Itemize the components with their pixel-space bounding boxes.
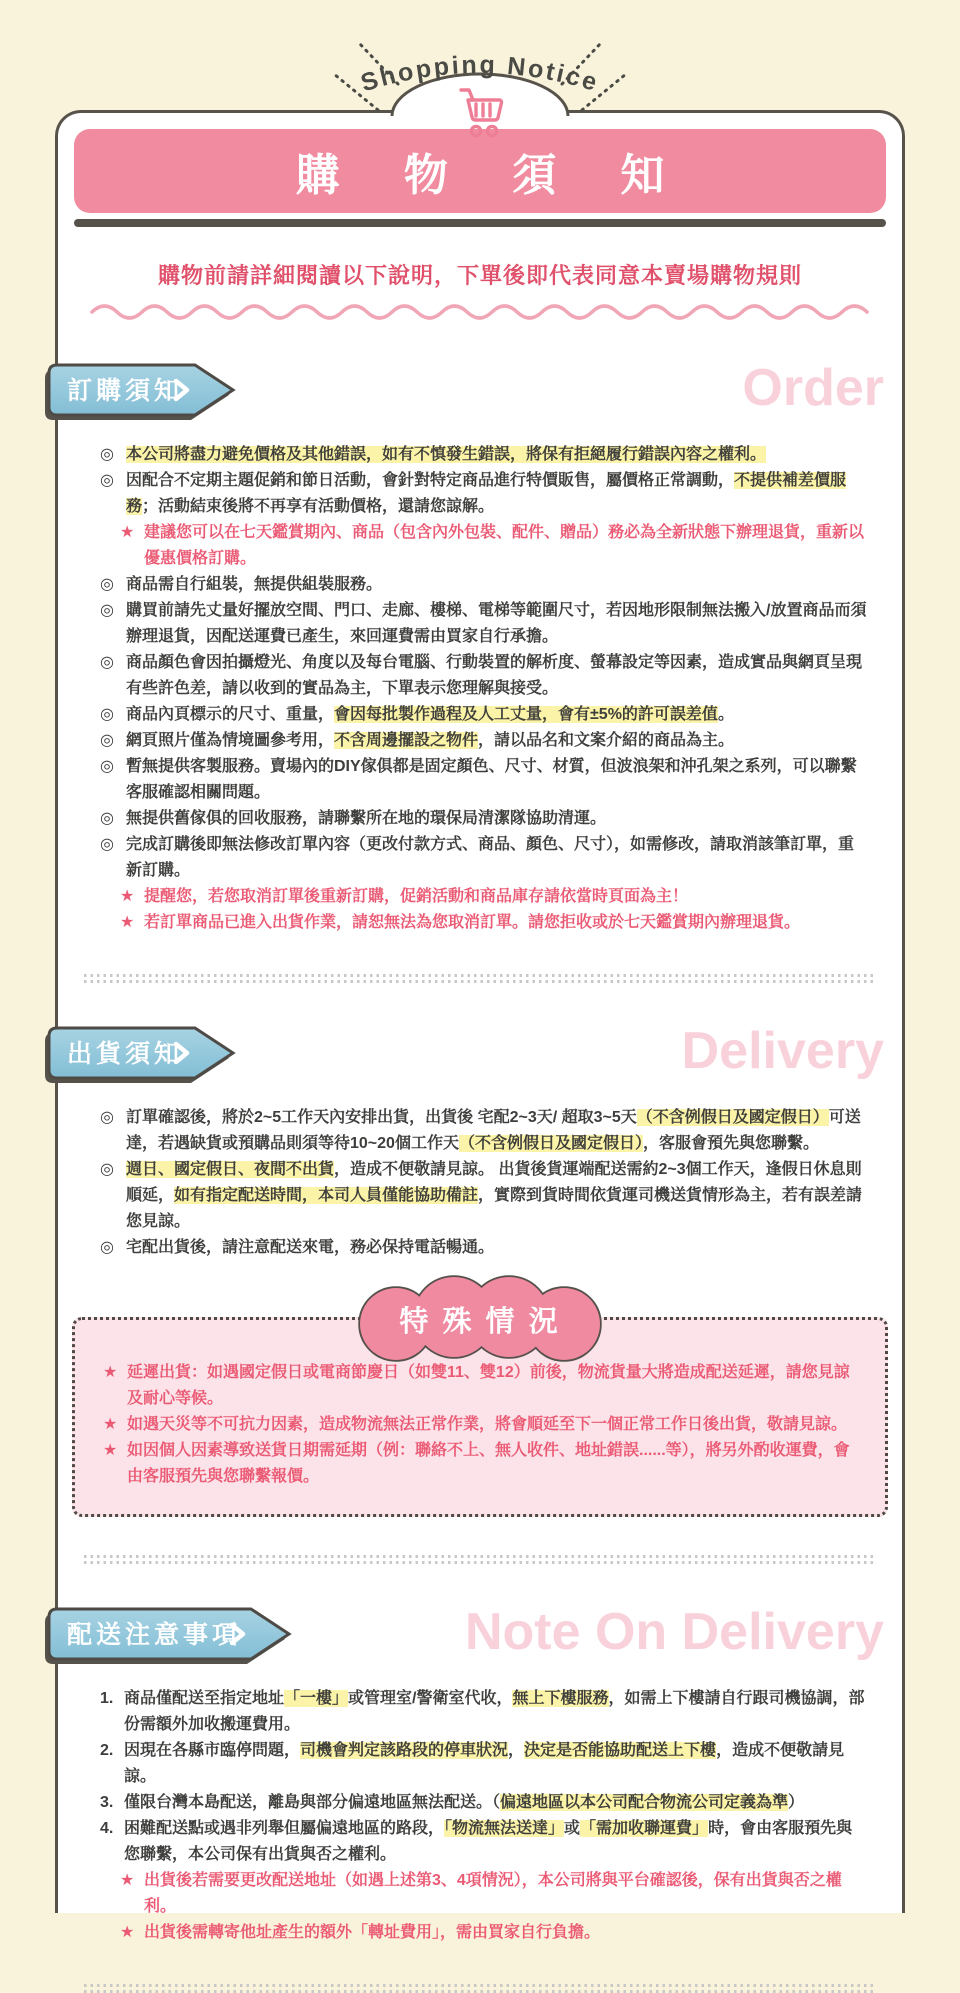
special-item [103, 1412, 859, 1438]
text-run: 商品僅配送至指定地址 [124, 1690, 285, 1707]
text-run: 網頁照片僅為情境圖參考用， [126, 732, 335, 749]
section-header-note-on-delivery [58, 1603, 902, 1664]
circle-marker: ◎ [100, 446, 114, 463]
section-banner-shape [39, 362, 245, 423]
text-run: ） [788, 1794, 805, 1811]
text-run: 可送達，若遇缺貨或預購品則須等待10~20個工作天 [126, 1109, 861, 1152]
notice-item [100, 1105, 868, 1157]
notice-item [120, 520, 868, 572]
notice-item [100, 754, 868, 806]
text-run: 延遲出貨：如遇國定假日或電商節慶日（如雙11、雙12）前後，物流貨量大將造成配送延遲，請您見諒及耐心等候。 [127, 1364, 850, 1407]
star-marker: ★ [120, 1872, 135, 1889]
section-banner-shape [39, 1606, 301, 1667]
item-text [126, 832, 868, 884]
item-text [126, 1235, 494, 1261]
item-text [126, 754, 868, 806]
circle-marker: ◎ [100, 654, 114, 671]
highlighted-text: 不含周邊擺設之物件 [334, 732, 479, 749]
text-run: ，造成不便敬請見諒。 出貨後貨運端配送需約2~3個工作天，逢假日休息則順延， [126, 1161, 862, 1204]
star-marker: ★ [103, 1364, 118, 1381]
section-banner [39, 1606, 301, 1672]
shopping-notice-label: Shopping Notice [357, 50, 603, 98]
special-badge-label: 特 殊 情 況 [399, 1306, 561, 1338]
special-item [103, 1438, 859, 1490]
text-run: 困難配送點或遇非列舉但屬偏遠地區的路段， [124, 1820, 445, 1837]
section-banner-label: 配送注意事項 [67, 1621, 242, 1649]
notice-item [100, 572, 868, 598]
highlighted-text: 無上下樓服務 [512, 1690, 609, 1707]
item-text [144, 1920, 600, 1946]
text-run: 商品顏色會因拍攝燈光、角度以及每台電腦、行動裝置的解析度、螢幕設定等因素，造成實品與網頁呈現有些許色差，請以收到的實品為主，下單表示您理解與接受。 [126, 654, 863, 697]
title-banner-shadow [74, 219, 886, 227]
number-marker: 4. [100, 1820, 114, 1837]
section-order [58, 359, 902, 983]
notice-item [100, 728, 868, 754]
item-text [124, 1686, 868, 1738]
shopping-notice-arc [220, 14, 740, 126]
text-run: 完成訂購後即無法修改訂單內容（更改付款方式、商品、顏色、尺寸），如需修改，請取消該筆訂單，重新訂購。 [126, 836, 855, 879]
notice-item [120, 1868, 868, 1920]
highlighted-text: 「物流無法送達」 [444, 1820, 565, 1837]
highlighted-text: 週日、國定假日、夜間不出貨 [126, 1161, 335, 1178]
text-run: 暫無提供客製服務。賣場內的DIY傢俱都是固定顏色、尺寸、材質，但波浪架和沖孔架之系列，可以聯繫客服確認相關問題。 [126, 758, 857, 801]
notice-item [100, 702, 868, 728]
section-watermark: Delivery [681, 1022, 884, 1080]
section-list [58, 1664, 902, 1946]
notice-item [100, 1157, 868, 1235]
text-run: ，造成不便敬請見諒。 [124, 1742, 845, 1785]
notice-item [100, 598, 868, 650]
circle-marker: ◎ [100, 1109, 114, 1126]
text-run: ，實際到貨時間依貨運司機送貨情形為主，若有誤差請您見諒。 [126, 1187, 863, 1230]
text-run: 無提供舊傢俱的回收服務，請聯繫所在地的環保局清潔隊協助清運。 [126, 810, 607, 827]
text-run: 如遇天災等不可抗力因素，造成物流無法正常作業，將會順延至下一個正常工作日後出貨，敬請見諒。 [127, 1416, 848, 1433]
notice-item [120, 910, 868, 936]
item-text [126, 728, 734, 754]
text-run: 僅限台灣本島配送，離島與部分偏遠地區無法配送。（ [124, 1794, 501, 1811]
star-marker: ★ [120, 914, 135, 931]
dotted-divider [84, 974, 876, 983]
notice-item [100, 806, 868, 832]
item-text [144, 884, 688, 910]
item-text [124, 1816, 868, 1868]
notice-item [100, 1790, 868, 1816]
item-text [144, 520, 868, 572]
dotted-divider [84, 1555, 876, 1564]
notice-item [100, 1686, 868, 1738]
text-run: 或 [564, 1820, 581, 1837]
dotted-divider [84, 1984, 876, 1993]
circle-marker: ◎ [100, 810, 114, 827]
text-run: ，客服會預先與您聯繫。 [642, 1135, 819, 1152]
highlighted-text: 司機會判定該路段的停車狀況 [300, 1742, 509, 1759]
text-run: 如因個人因素導致送貨日期需延期（例：聯絡不上、無人收件、地址錯誤......等），將另外酌收運費，會由客服預先與您聯繫報價。 [127, 1442, 850, 1485]
section-banner-shape [39, 1025, 245, 1086]
text-run: 購買前請先丈量好擺放空間、門口、走廊、樓梯、電梯等範圍尺寸，若因地形限制無法搬入/放置商品而須辦理退貨，因配送運費已產生，來回運費需由買家自行承擔。 [126, 602, 867, 645]
item-text [126, 468, 868, 520]
circle-marker: ◎ [100, 472, 114, 489]
circle-marker: ◎ [100, 602, 114, 619]
section-note-on-delivery [58, 1603, 902, 1993]
text-run: 因現在各縣市臨停問題， [124, 1742, 301, 1759]
divider-line [84, 980, 876, 983]
text-run: 訂單確認後，將於2~5工作天內安排出貨，出貨後 宅配2~3天/ 超取3~5天 [126, 1109, 637, 1126]
section-banner [39, 1025, 245, 1091]
text-run: 提醒您，若您取消訂單後重新訂購，促銷活動和商品庫存請依當時頁面為主！ [144, 888, 689, 905]
special-circumstances-box [72, 1306, 888, 1517]
circle-marker: ◎ [100, 758, 114, 775]
svg-text:Shopping Notice [358, 51, 603, 97]
star-marker: ★ [120, 524, 135, 541]
item-text [126, 702, 734, 728]
item-text [127, 1438, 859, 1490]
highlighted-text: 本公司將盡力避免價格及其他錯誤，如有不慎發生錯誤，將保有拒絕履行錯誤內容之權利。 [126, 446, 767, 463]
highlighted-text: 「需加收聯運費」 [580, 1820, 709, 1837]
text-run: 時，會由客服預先與您聯繫，本公司保有出貨與否之權利。 [124, 1820, 853, 1863]
notice-item [120, 1920, 868, 1946]
circle-marker: ◎ [100, 1161, 114, 1178]
item-text [126, 650, 868, 702]
circle-marker: ◎ [100, 732, 114, 749]
text-run: 或管理室/警衛室代收， [348, 1690, 513, 1707]
special-circumstances-badge [339, 1274, 621, 1373]
highlighted-text: 「一樓」 [284, 1690, 349, 1707]
highlighted-text: 不提供補差價服務 [126, 472, 847, 515]
notice-item [100, 832, 868, 884]
section-banner [39, 362, 245, 428]
section-banner-label: 訂購須知 [67, 377, 184, 405]
notice-item [120, 884, 868, 910]
notice-item [100, 442, 868, 468]
number-marker: 3. [100, 1794, 114, 1811]
divider-line [84, 1555, 876, 1558]
item-text [127, 1412, 847, 1438]
section-list [58, 420, 902, 936]
star-marker: ★ [120, 1924, 135, 1941]
star-marker: ★ [103, 1442, 118, 1459]
item-text [144, 1868, 868, 1920]
text-run: 建議您可以在七天鑑賞期內、商品（包含內外包裝、配件、贈品）務必為全新狀態下辦理退貨，重新以優惠價格訂購。 [144, 524, 865, 567]
section-banner-label: 出貨須知 [67, 1040, 184, 1068]
item-text [126, 1105, 868, 1157]
wavy-divider [88, 298, 872, 320]
text-run: ，如需上下樓請自行跟司機協調，部份需額外加收搬運費用。 [124, 1690, 865, 1733]
circle-marker: ◎ [100, 836, 114, 853]
notice-item [100, 1738, 868, 1790]
text-run: 商品內頁標示的尺寸、重量， [126, 706, 335, 723]
divider-line [84, 1984, 876, 1987]
item-text [144, 910, 800, 936]
section-header-order [58, 359, 902, 420]
number-marker: 2. [100, 1742, 114, 1759]
notice-item [100, 650, 868, 702]
text-run: ， [508, 1742, 525, 1759]
page-subtitle: 購物前請詳細閱讀以下說明，下單後即代表同意本賣場購物規則 [157, 263, 802, 288]
notice-item [100, 468, 868, 520]
notice-item [100, 1816, 868, 1868]
section-list [58, 1083, 902, 1261]
text-run: 。 [717, 706, 734, 723]
circle-marker: ◎ [100, 1239, 114, 1256]
section-watermark: Order [742, 359, 884, 417]
text-run: 出貨後若需要更改配送地址（如遇上述第3、4項情況），本公司將與平台確認後，保有出貨與否之權利。 [144, 1872, 842, 1915]
text-run: ，請以品名和文案介紹的商品為主。 [478, 732, 735, 749]
item-text [126, 1157, 868, 1235]
item-text [124, 1738, 868, 1790]
text-run: 宅配出貨後，請注意配送來電，務必保持電話暢通。 [126, 1239, 495, 1256]
divider-line [84, 974, 876, 977]
page-title: 購 物 須 知 [74, 129, 886, 213]
highlighted-text: 如有指定配送時間，本司人員僅能協助備註 [174, 1187, 479, 1204]
item-text [126, 806, 606, 832]
highlighted-text: 會因每批製作過程及人工丈量，會有±5%的許可誤差值 [334, 706, 718, 723]
text-run: ；活動結束後將不再享有活動價格，還請您諒解。 [142, 498, 495, 515]
divider-line [84, 1561, 876, 1564]
item-text [126, 442, 766, 468]
highlighted-text: （不含例假日及國定假日） [636, 1109, 829, 1126]
item-text [126, 572, 382, 598]
notice-card [55, 110, 905, 1941]
highlighted-text: 偏遠地區以本公司配合物流公司定義為準 [500, 1794, 789, 1811]
text-run: 商品需自行組裝，無提供組裝服務。 [126, 576, 383, 593]
star-marker: ★ [120, 888, 135, 905]
highlighted-text: （不含例假日及國定假日） [458, 1135, 643, 1152]
item-text [126, 598, 868, 650]
section-delivery [58, 1022, 902, 1564]
circle-marker: ◎ [100, 576, 114, 593]
sections [58, 359, 902, 1993]
highlighted-text: 決定是否能協助配送上下樓 [524, 1742, 717, 1759]
text-run: 若訂單商品已進入出貨作業，請恕無法為您取消訂單。請您拒收或於七天鑑賞期內辦理退貨。 [144, 914, 801, 931]
number-marker: 1. [100, 1690, 114, 1707]
notice-item [100, 1235, 868, 1261]
section-header-delivery [58, 1022, 902, 1083]
text-run: 因配合不定期主題促銷和節日活動，會針對特定商品進行特價販售，屬價格正常調動， [126, 472, 735, 489]
special-badge-shape [339, 1274, 621, 1368]
star-marker: ★ [103, 1416, 118, 1433]
circle-marker: ◎ [100, 706, 114, 723]
text-run: 出貨後需轉寄他址產生的額外「轉址費用」，需由買家自行負擔。 [144, 1924, 601, 1941]
section-watermark: Note On Delivery [464, 1603, 884, 1661]
item-text [124, 1790, 804, 1816]
